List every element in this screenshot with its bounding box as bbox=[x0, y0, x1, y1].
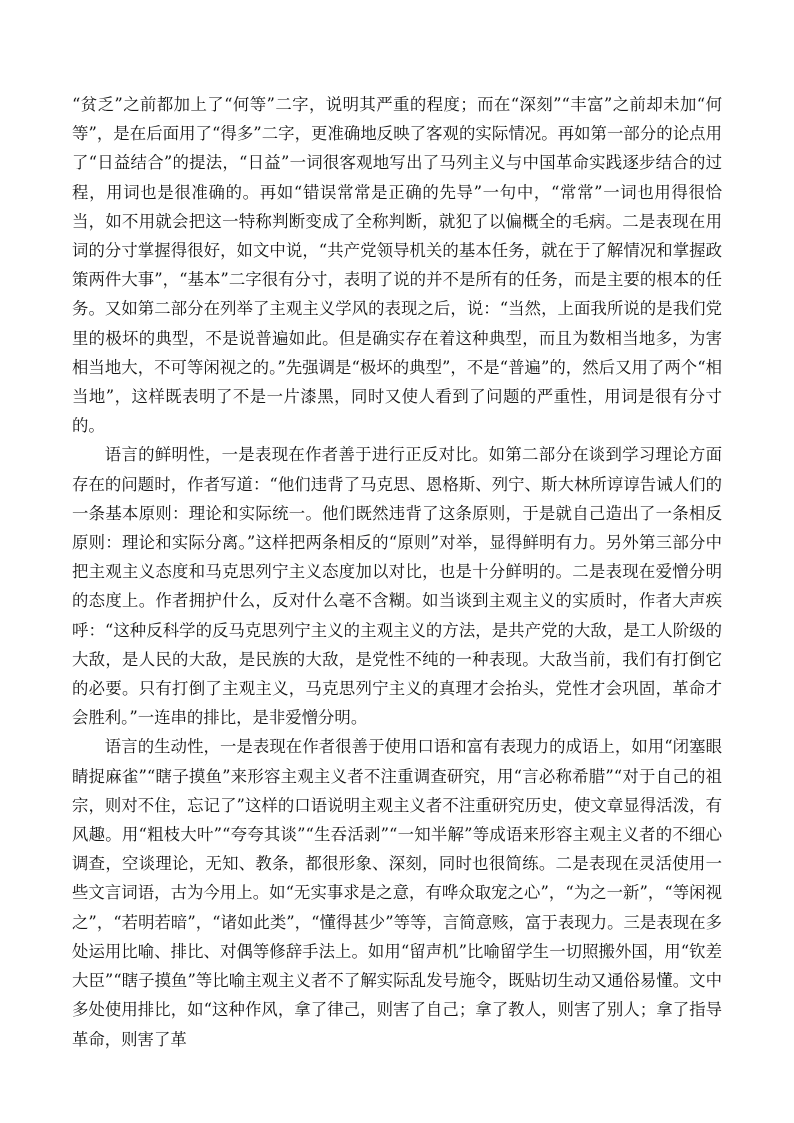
paragraph-word-precision: “贫乏”之前都加上了“何等”二字，说明其严重的程度；而在“深刻”“丰富”之前却未加“何等”，是在后面用了“得多”二字，更准确地反映了客观的实际情况。再如第一部分的论点用了“日益结合”的提法，“日益”一词很客观地写出了马列主义与中国革命实践逐步结合的过程，用词也是很准确的。再如“错误常常是正确的先导”一句中，“常常”一词也用得很恰当，如不用就会把这一特称判断变成了全称判断，就犯了以偏概全的毛病。二是表现在用词的分寸掌握得很好，如文中说，“共产党领导机关的基本任务，就在于了解情况和掌握政策两件大事”，“基本”二字很有分寸，表明了说的并不是所有的任务，而是主要的根本的任务。又如第二部分在列举了主观主义学风的表现之后，说：“当然，上面我所说的是我们党里的极坏的典型，不是说普遍如此。但是确实存在着这种典型，而且为数相当地多，为害相当地大，不可等闲视之的。”先强调是“极坏的典型”，不是“普遍”的，然后又用了两个“相当地”，这样既表明了不是一片漆黑，同时又使人看到了问题的严重性，用词是很有分寸的。 bbox=[72, 95, 722, 436]
paragraph-language-liveliness: 语言的生动性，一是表现在作者很善于使用口语和富有表现力的成语上，如用“闭塞眼睛捉麻雀”“瞎子摸鱼”来形容主观主义者不注重调查研究，用“言必称希腊”“对于自己的祖宗，则对不住，忘记了”这样的口语说明主观主义者不注重研究历史，使文章显得活泼，有风趣。用“粗枝大叶”“夸夸其谈”“生吞活剥”“一知半解”等成语来形容主观主义者的不细心调查，空谈理论，无知、教条，都很形象、深刻，同时也很简练。二是表现在灵活使用一些文言词语，古为今用上。如“无实事求是之意，有哗众取宠之心”，“为之一新”，“等闲视之”，“若明若暗”，“诸如此类”，“懂得甚少”等等，言简意赅，富于表现力。三是表现在多处运用比喻、排比、对偶等修辞手法上。如用“留声机”比喻留学生一切照搬外国，用“钦差大臣”“瞎子摸鱼”等比喻主观主义者不了解实际乱发号施令，既贴切生动又通俗易懂。文中多处使用排比，如“这种作风，拿了律己，则害了自己；拿了教人，则害了别人；拿了指导革命，则害了革 bbox=[72, 737, 722, 1049]
document-page bbox=[72, 90, 722, 1054]
paragraph-language-vividness-contrast: 语言的鲜明性，一是表现在作者善于进行正反对比。如第二部分在谈到学习理论方面存在的问题时，作者写道：“他们违背了马克思、恩格斯、列宁、斯大林所谆谆告诫人们的一条基本原则：理论和实际统一。他们既然违背了这条原则，于是就自己造出了一条相反原则：理论和实际分离。”这样把两条相反的“原则”对举，显得鲜明有力。另外第三部分中把主观主义态度和马克思列宁主义态度加以对比，也是十分鲜明的。二是表现在爱憎分明的态度上。作者拥护什么，反对什么毫不含糊。如当谈到主观主义的实质时，作者大声疾呼：“这种反科学的反马克思列宁主义的主观主义的方法，是共产党的大敌，是工人阶级的大敌，是人民的大敌，是民族的大敌，是党性不纯的一种表现。大敌当前，我们有打倒它的必要。只有打倒了主观主义，马克思列宁主义的真理才会抬头，党性才会巩固，革命才会胜利。”一连串的排比，是非爱憎分明。 bbox=[72, 445, 722, 728]
